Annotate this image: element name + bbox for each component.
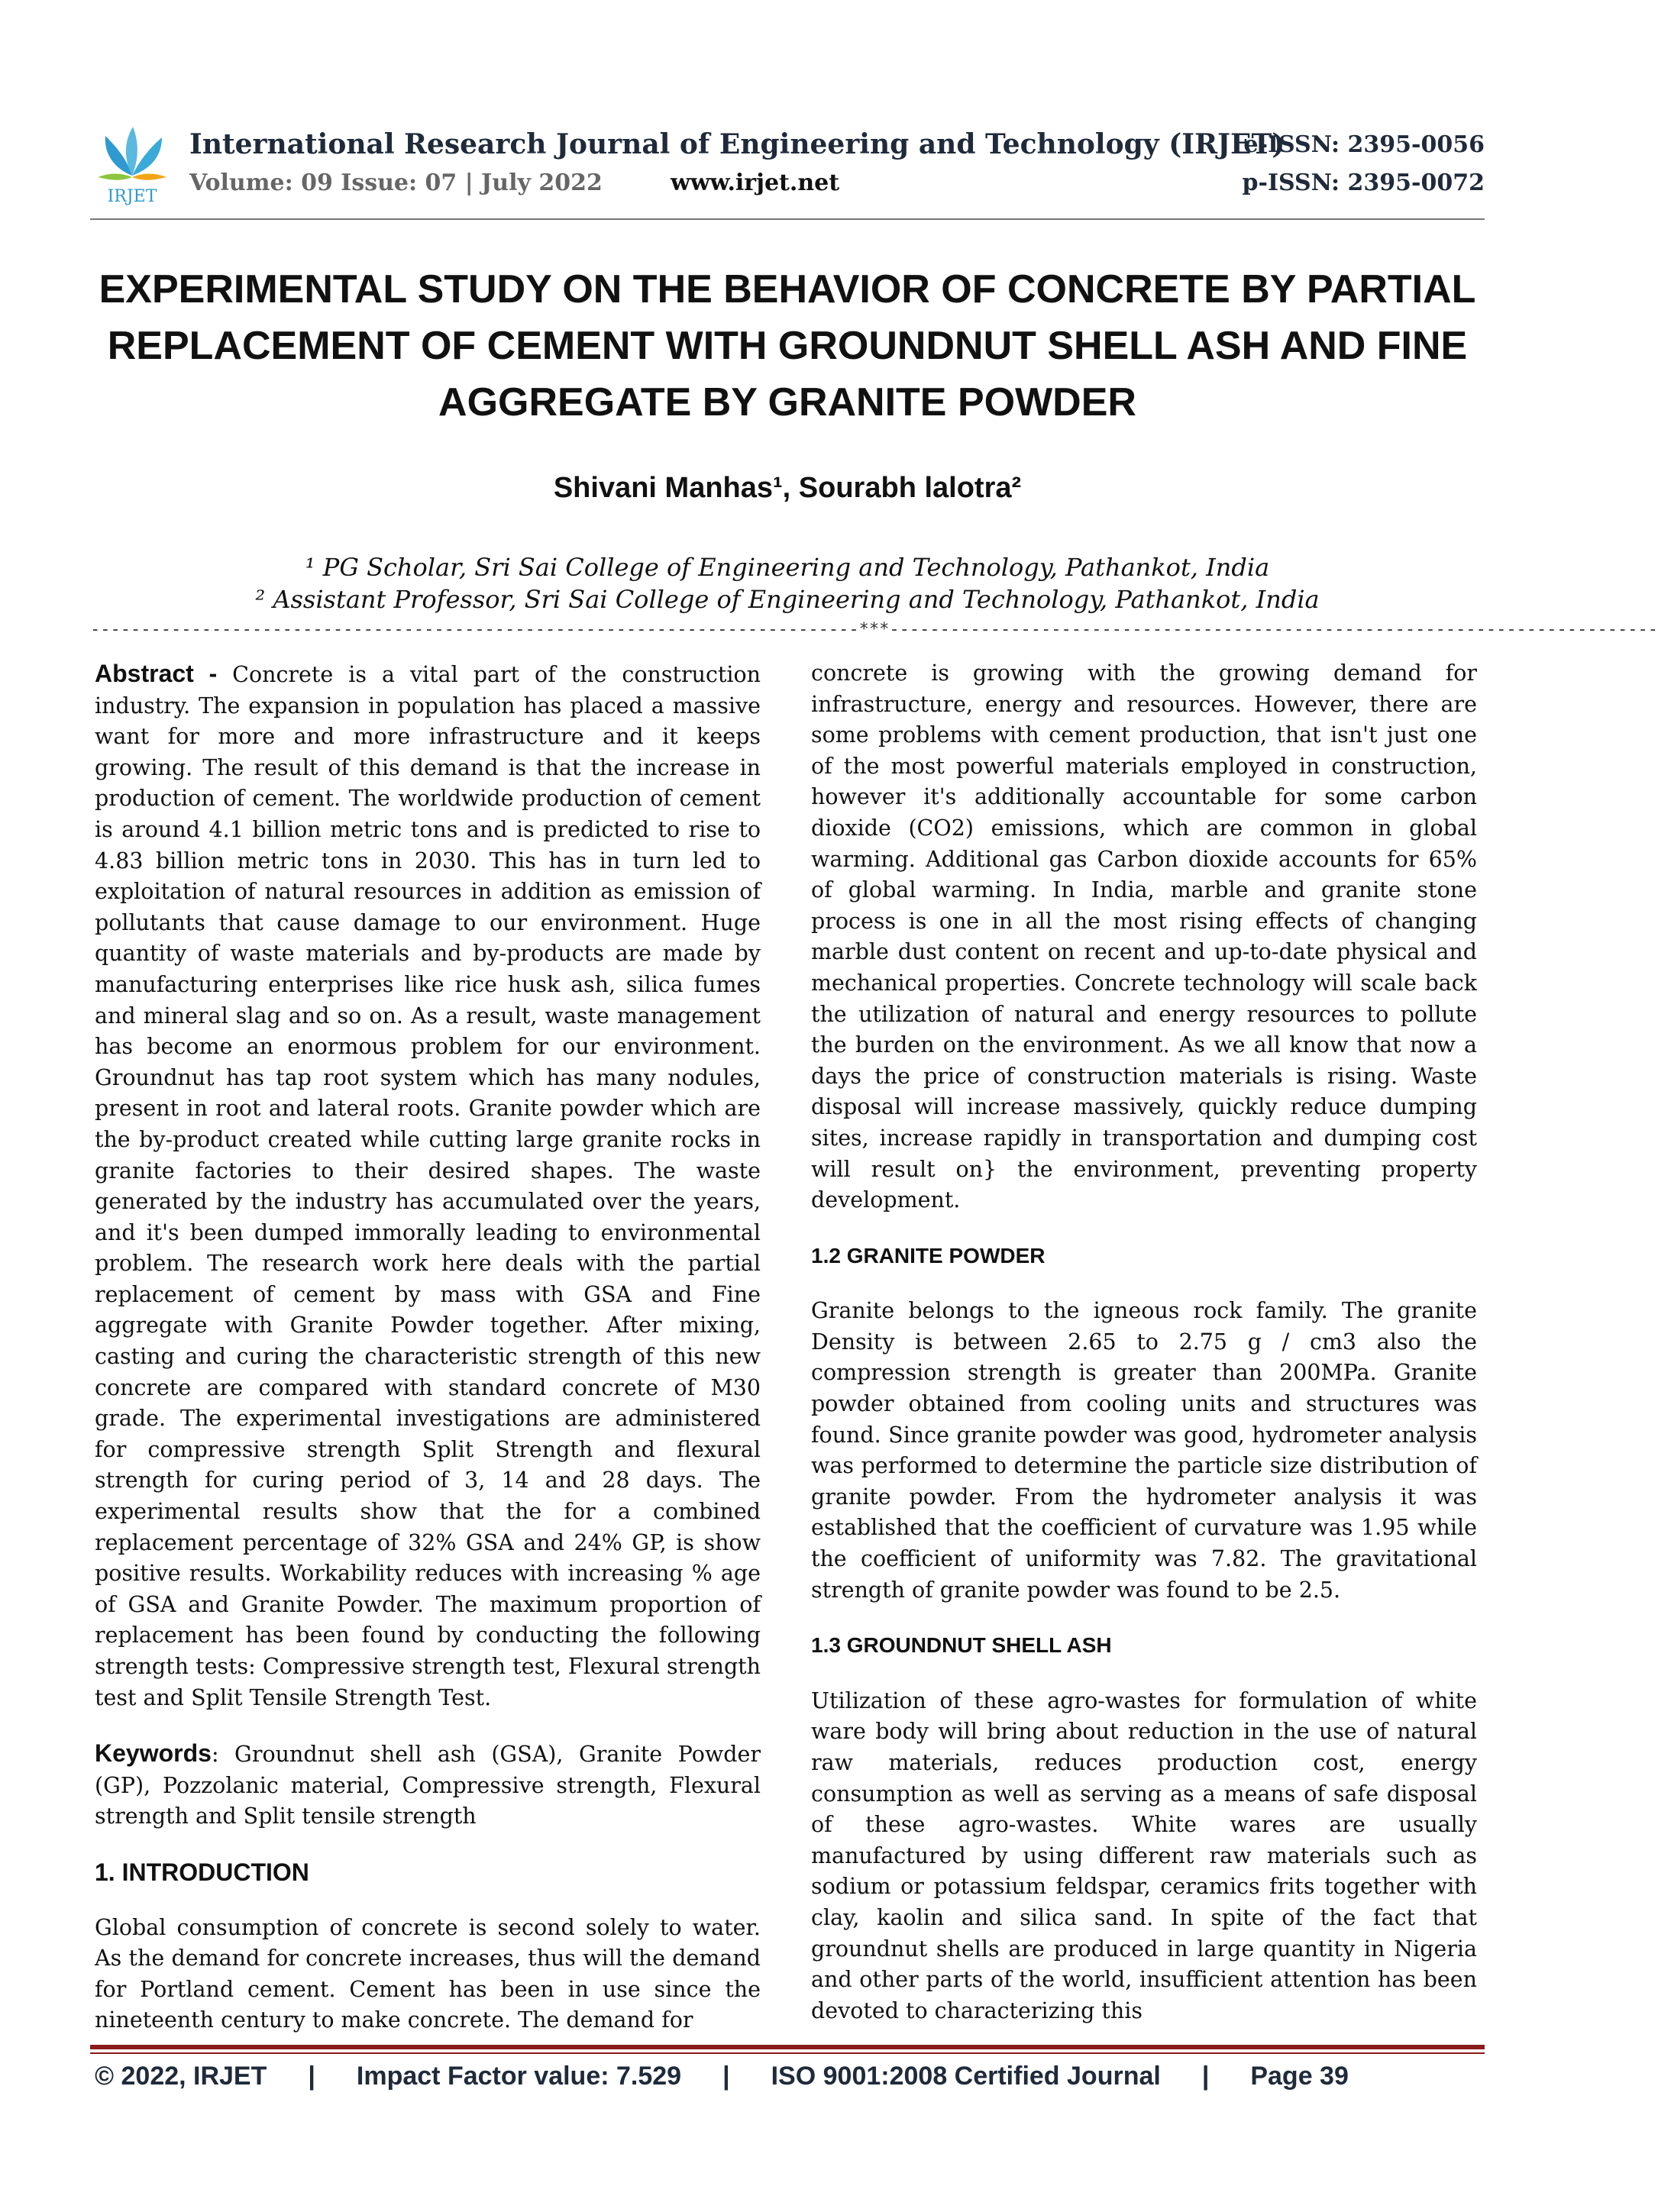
footer-separator: | [308,2062,315,2091]
iso-certification: ISO 9001:2008 Certified Journal [771,2062,1161,2091]
keywords-text: : Groundnut shell ash (GSA), Granite Powder (GP), Pozzolanic material, Compressive strength, Flexural strength and Split tensile strength [95,1742,761,1829]
left-column [95,658,761,2036]
section-separator: ----------------------------------------------------------------------------***---------------------------------------------------------------------------- [90,620,1658,639]
copyright: © 2022, IRJET [95,2062,267,2091]
footer-separator: | [1201,2062,1210,2091]
introduction-heading: 1. INTRODUCTION [95,1858,309,1886]
introduction-continuation: concrete is growing with the growing demand for infrastructure, energy and resources. However, there are some problems with cement production, that isn't just one of the most powerful materials employed in construction, however it's additionally accountable for some carbon dioxide (CO2) emissions, which are common in global warming. Additional gas Carbon dioxide accounts for 65% of global warming. In India, marble and granite stone process is one in all the most rising effects of changing marble dust content on recent and up-to-date physical and mechanical properties. Concrete technology will scale back the utilization of natural and energy resources to pollute the burden on the environment. As we all know that now a days the price of construction materials is rising. Waste disposal will increase massively, quickly reduce dumping sites, increase rapidly in transportation and dumping cost will result on} the environment, preventing property development. [811,660,1477,1213]
footer-divider-thin [90,2052,1485,2054]
footer-separator: | [722,2062,730,2091]
abstract-text: Concrete is a vital part of the construction industry. The expansion in population has placed a massive want for more and more infrastructure and it keeps growing. The result of this demand is that the increase in production of cement. The worldwide production of cement is around 4.1 billion metric tons and is predicted to rise to 4.83 billion metric tons in 2030. This has in turn led to exploitation of natural resources in addition as emission of pollutants that cause damage to our environment. Huge quantity of waste materials and by-products are made by manufacturing enterprises like rice husk ash, silica fumes and mineral slag and so on. As a result, waste management has become an enormous problem for our environment. Groundnut has tap root system which has many nodules, present in root and lateral roots. Granite powder which are the by-product created while cutting large granite rocks in granite factories to their desired shapes. The waste generated by the industry has accumulated over the years, and it's been dumped immorally leading to environmental problem. The research work here deals with the partial replacement of cement by mass with GSA and Fine aggregate with Granite Powder together. After mixing, casting and curing the characteristic strength of this new concrete are compared with standard concrete of M30 grade. The experimental investigations are administered for compressive strength Split Strength and flexural strength for curing period of 3, 14 and 28 days. The experimental results show that the for a combined replacement percentage of 32% GSA and 24% GP, is show positive results. Workability reduces with increasing % age of GSA and Granite Powder. The maximum proportion of replacement has been found by conducting the following strength tests: Compressive strength test, Flexural strength test and Split Tensile Strength Test. [95,662,761,1710]
abstract-label: Abstract - [95,660,233,687]
journal-title: International Research Journal of Engineering and Technology (IRJET) [189,128,1285,160]
volume-issue: Volume: 09 Issue: 07 | July 2022 [189,170,603,196]
header-divider [90,218,1485,220]
granite-powder-text: Granite belongs to the igneous rock family. The granite Density is between 2.65 to 2.75 g / cm3 also the compression strength is greater than 200MPa. Granite powder obtained from cooling units and structures was found. Since granite powder was good, hydrometer analysis was performed to determine the particle size distribution of granite powder. From the hydrometer analysis it was established that the coefficient of curvature was 1.95 while the coefficient of uniformity was 7.82. The gravitational strength of granite powder was found to be 2.5. [811,1298,1477,1603]
keywords-label: Keywords [95,1739,212,1768]
affiliation-1: ¹ PG Scholar, Sri Sai College of Engineering and Technology, Pathankot, India [305,553,1270,582]
right-column [811,658,1477,2026]
author-list: Shivani Manhas¹, Sourabh lalotra² [553,472,1022,504]
page-footer [95,2062,1485,2091]
granite-powder-heading: 1.2 GRANITE POWDER [811,1243,1046,1267]
affiliation-2: ² Assistant Professor, Sri Sai College of Engineering and Technology, Pathankot, India [255,585,1320,614]
groundnut-shell-ash-text: Utilization of these agro-wastes for formulation of white ware body will bring about reduction in the use of natural raw materials, reduces production cost, energy consumption as well as serving as a means of safe disposal of these agro-wastes. White wares are usually manufactured by using different raw materials such as sodium or potassium feldspar, ceramics frits together with clay, kaolin and silica sand. In spite of the fact that groundnut shells are produced in large quantity in Nigeria and other parts of the world, insufficient attention has been devoted to characterizing this [811,1687,1477,2023]
title-line: EXPERIMENTAL STUDY ON THE BEHAVIOR OF CONCRETE BY PARTIAL [99,267,1476,312]
title-line: AGGREGATE BY GRANITE POWDER [438,380,1136,425]
e-issn: e-ISSN: 2395-0056 [1243,131,1485,158]
footer-divider [90,2045,1485,2049]
journal-website[interactable]: www.irjet.net [671,170,840,196]
p-issn: p-ISSN: 2395-0072 [1242,170,1485,196]
journal-header [90,122,1485,214]
groundnut-shell-ash-heading: 1.3 GROUNDNUT SHELL ASH [811,1633,1112,1658]
introduction-text: Global consumption of concrete is second solely to water. As the demand for concrete increases, thus will the demand for Portland cement. Cement has been in use since the nineteenth century to make concrete. The demand for [95,1914,761,2033]
impact-factor: Impact Factor value: 7.529 [356,2062,682,2091]
title-line: REPLACEMENT OF CEMENT WITH GROUNDNUT SHELL ASH AND FINE [107,324,1468,368]
svg-text:IRJET: IRJET [107,187,157,206]
abstract [95,658,761,1713]
irjet-logo-icon [90,122,174,206]
paper-title [90,261,1485,431]
page-number: Page 39 [1250,2062,1349,2091]
keywords [95,1738,761,1833]
